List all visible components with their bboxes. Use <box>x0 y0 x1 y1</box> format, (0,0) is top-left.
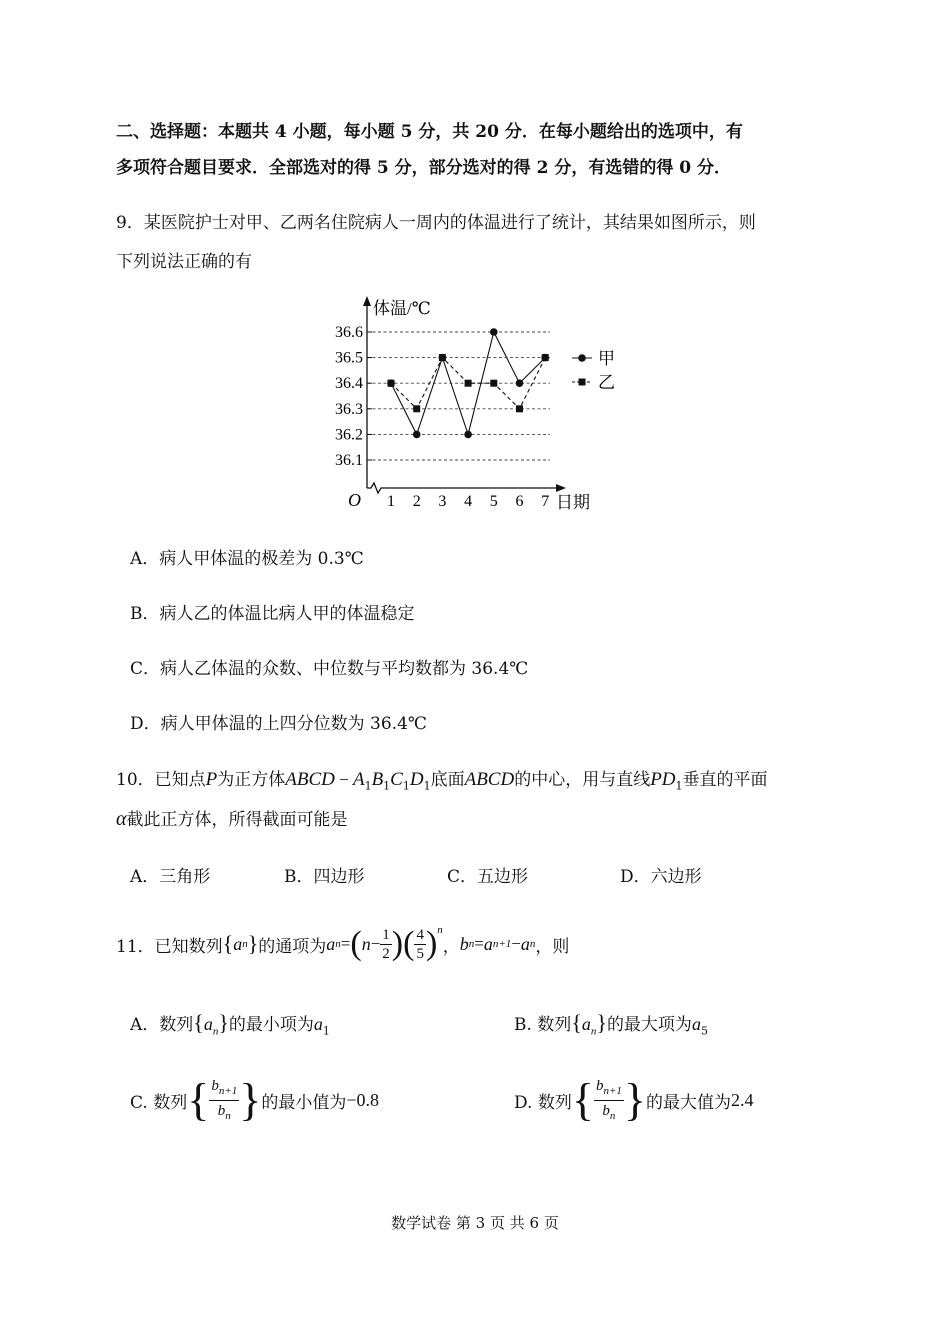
minus-sign: − <box>511 934 521 953</box>
x-tick-label: 6 <box>515 493 524 510</box>
q10-option-b: B．四边形 <box>284 867 365 887</box>
data-point-circle <box>464 431 472 439</box>
q10-option-c: C．五边形 <box>447 867 529 887</box>
seq-b: b <box>211 1077 219 1094</box>
left-paren: ( <box>403 925 415 962</box>
left-brace: { <box>187 1074 210 1125</box>
vertex-b1: B <box>371 769 384 790</box>
q10-text: 的中心，用与直线 <box>514 770 651 790</box>
vertex-c1: C <box>390 769 403 790</box>
option-label: A．数列 <box>130 1015 194 1035</box>
subscript: n <box>468 938 475 950</box>
right-brace: } <box>247 931 259 956</box>
seq-b: b <box>459 933 469 954</box>
x-tick-label: 3 <box>438 493 447 510</box>
q11-option-a <box>130 1010 330 1037</box>
q11-text: 已知数列 <box>154 936 223 957</box>
origin-label: O <box>348 490 361 510</box>
seq-a: a <box>581 1014 591 1034</box>
q10-text: 底面 <box>430 770 465 790</box>
subscript: n <box>529 938 536 950</box>
left-brace: { <box>222 931 234 956</box>
data-point-square <box>439 354 446 361</box>
subscript: n <box>335 938 341 950</box>
q9-option-c: C．病人乙体温的众数、中位数与平均数都为 36.4℃ <box>130 659 529 679</box>
line-pd1: PD <box>650 769 676 790</box>
minus-sign: − <box>334 770 353 789</box>
y-tick-label: 36.3 <box>335 400 363 418</box>
denominator: 5 <box>416 945 424 962</box>
subscript: 1 <box>383 779 391 793</box>
legend-marker-square <box>579 379 586 386</box>
q9-stem-line1: 9．某医院护士对甲、乙两名住院病人一周内的体温进行了统计，其结果如图所示，则 <box>116 213 756 233</box>
legend-label: 甲 <box>598 349 615 368</box>
left-brace: { <box>571 1074 594 1125</box>
data-point-circle <box>490 328 498 336</box>
subscript: 5 <box>700 1024 708 1038</box>
data-point-circle <box>413 431 421 439</box>
right-brace: } <box>596 1010 607 1035</box>
x-axis-arrow <box>556 484 566 492</box>
subscript: n <box>590 1025 597 1038</box>
q10-text: 已知点 <box>154 770 206 790</box>
q9-option-d: D．病人甲体温的上四分位数为 36.4℃ <box>130 714 427 734</box>
section-header-line2: 多项符合题目要求．全部选对的得 5 分，部分选对的得 2 分，有选错的得 0 分． <box>116 158 731 178</box>
page-footer: 数学试卷 第 3 页 共 6 页 <box>391 1214 559 1232</box>
q11-option-b <box>514 1010 708 1037</box>
option-text: 的最小值为 <box>261 1092 347 1113</box>
right-brace: } <box>239 1074 262 1125</box>
x-axis <box>367 483 558 493</box>
seq-b: b <box>602 1102 610 1119</box>
q11-option-d <box>514 1070 753 1130</box>
equals-sign: = <box>474 934 484 953</box>
subscript: n <box>212 1025 219 1038</box>
y-tick-label: 36.2 <box>335 426 363 444</box>
data-point-circle <box>516 379 524 387</box>
data-point-square <box>490 380 497 387</box>
data-point-square <box>413 405 420 412</box>
seq-b: b <box>595 1077 604 1094</box>
q11-text: 的通项为 <box>258 936 327 957</box>
q9-option-b: B．病人乙的体温比病人甲的体温稳定 <box>130 604 415 624</box>
option-value: 2.4 <box>730 1089 754 1110</box>
right-brace: } <box>623 1074 646 1125</box>
seq-a: a <box>326 933 336 954</box>
option-label: D. 数列 <box>514 1092 572 1113</box>
subscript: n <box>242 938 248 950</box>
subscript: 1 <box>675 779 683 793</box>
option-text: 的最小项为 <box>228 1015 314 1035</box>
q10-text: 截此正方体，所得截面可能是 <box>126 810 348 830</box>
legend-marker-circle <box>578 354 586 362</box>
left-brace: { <box>571 1010 582 1035</box>
y-tick-label: 36.5 <box>335 349 363 367</box>
y-axis-label: 体温/℃ <box>373 299 431 318</box>
x-tick-label: 2 <box>412 493 421 510</box>
subscript: n+1 <box>492 938 512 950</box>
numerator: 4 <box>416 926 424 943</box>
y-tick-label: 36.1 <box>335 452 363 469</box>
left-brace: { <box>193 1010 204 1035</box>
seq-b: b <box>217 1102 226 1119</box>
minus-sign: − <box>370 934 381 953</box>
data-point-square <box>542 354 549 361</box>
q10-number: 10． <box>116 770 155 790</box>
subscript: 1 <box>423 779 431 793</box>
equals-sign: = <box>340 934 351 953</box>
x-tick-label: 1 <box>387 493 395 510</box>
y-axis-arrow <box>363 296 371 306</box>
option-text: 的最大项为 <box>606 1015 692 1035</box>
seq-a: a <box>691 1014 701 1034</box>
subscript: 1 <box>364 779 372 793</box>
q9-stem-line2: 下列说法正确的有 <box>116 252 252 272</box>
q11-stem <box>116 914 569 974</box>
q10-stem-line1 <box>116 765 768 792</box>
subscript: 1 <box>402 779 410 793</box>
separator: ， <box>442 936 460 957</box>
seq-a: a <box>313 1014 323 1034</box>
y-tick-label: 36.6 <box>335 324 363 341</box>
numerator: 1 <box>382 926 390 943</box>
subscript: n <box>225 1109 231 1122</box>
y-tick-label: 36.4 <box>335 375 363 393</box>
subscript: 1 <box>322 1024 330 1038</box>
cube-abcd: ABCD <box>285 769 335 790</box>
option-label: B. 数列 <box>514 1015 572 1035</box>
seq-a: a <box>203 1014 213 1034</box>
q10-text: 为正方体 <box>217 770 286 790</box>
legend-label: 乙 <box>598 373 615 392</box>
seq-a: a <box>520 933 530 954</box>
x-tick-label: 4 <box>464 493 473 510</box>
data-point-square <box>516 405 523 412</box>
right-paren: ) <box>391 925 404 962</box>
exponent-n: n <box>437 924 443 936</box>
vertex-d1: D <box>409 769 424 790</box>
q10-text: 垂直的平面 <box>682 770 768 790</box>
data-point-square <box>388 380 395 387</box>
fraction-b-ratio <box>209 1076 239 1125</box>
q11-text: ，则 <box>535 936 570 957</box>
right-brace: } <box>218 1010 229 1035</box>
x-tick-label: 5 <box>489 493 498 510</box>
fraction-four-fifths <box>414 926 426 963</box>
seq-a: a <box>483 933 493 954</box>
q9-option-a: A．病人甲体温的极差为 0.3℃ <box>130 549 364 569</box>
temperature-chart <box>320 288 630 520</box>
data-point-square <box>465 380 472 387</box>
fraction-one-half <box>380 926 392 963</box>
point-p: P <box>205 769 218 790</box>
x-axis-label: 日期 <box>556 493 590 512</box>
option-label: C. 数列 <box>130 1092 188 1113</box>
option-text: 的最大值为 <box>645 1092 731 1113</box>
left-paren: ( <box>350 925 362 962</box>
base-abcd: ABCD <box>464 769 515 790</box>
vertex-a1: A <box>352 769 365 790</box>
q10-option-a: A．三角形 <box>130 867 211 887</box>
subscript: n <box>609 1109 616 1122</box>
x-tick-label: 7 <box>541 493 550 510</box>
option-value: −0.8 <box>346 1089 379 1110</box>
subscript: n+1 <box>218 1084 238 1097</box>
q10-option-d: D．六边形 <box>620 867 702 887</box>
q10-stem-line2 <box>116 805 348 831</box>
right-paren: ) <box>425 925 438 962</box>
q11-number: 11． <box>116 936 155 957</box>
q11-option-c <box>130 1070 379 1130</box>
section-header-line1: 二、选择题：本题共 4 小题，每小题 5 分，共 20 分．在每小题给出的选项中，有 <box>116 122 743 142</box>
denominator: 2 <box>382 945 390 962</box>
fraction-b-ratio <box>594 1076 624 1125</box>
var-n: n <box>361 933 371 954</box>
plane-alpha: α <box>116 808 127 830</box>
subscript: n+1 <box>603 1084 622 1097</box>
seq-a: a <box>233 933 243 954</box>
